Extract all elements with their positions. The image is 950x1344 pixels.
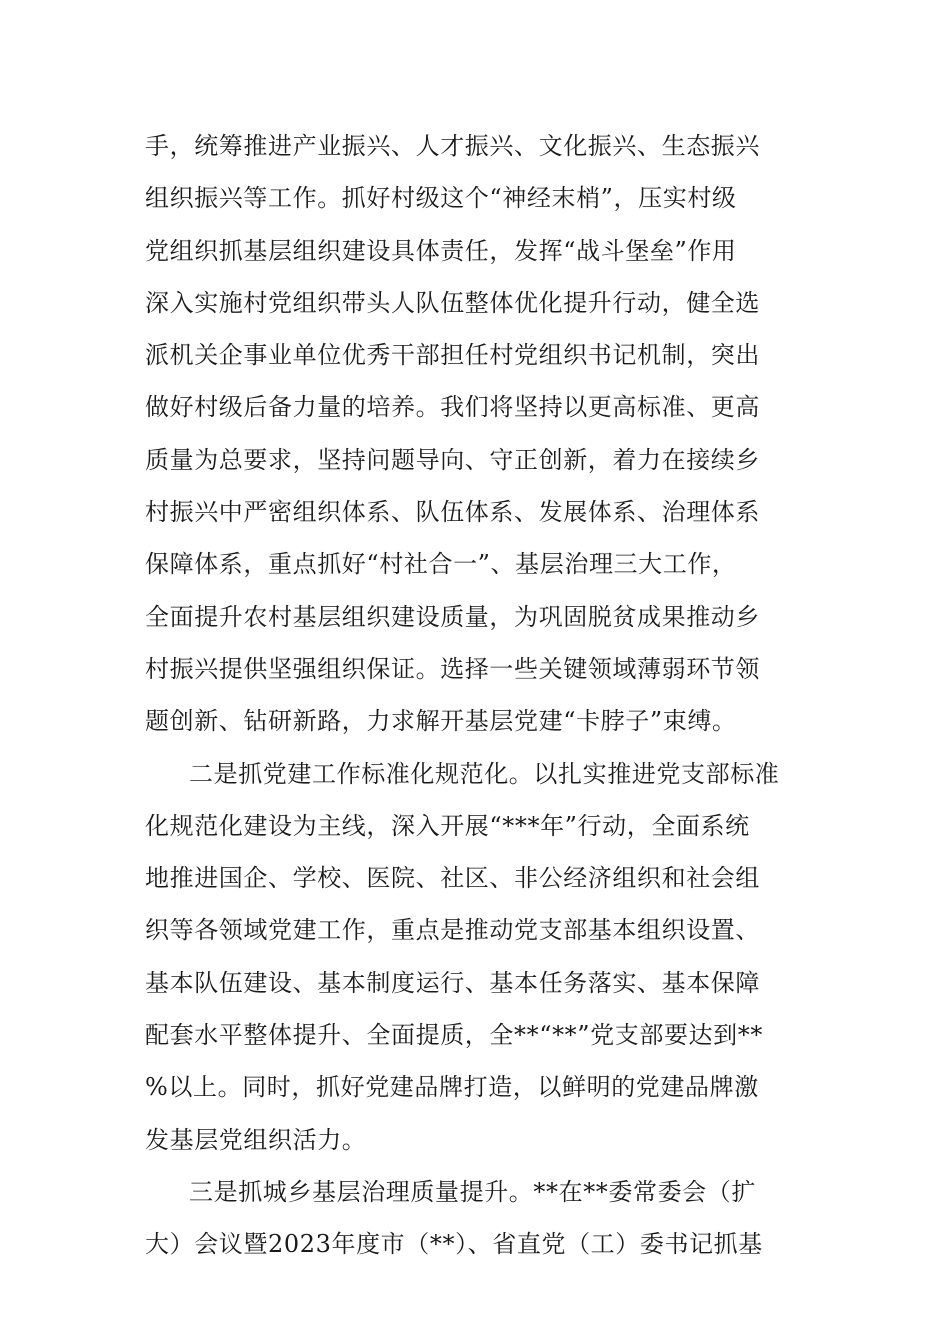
body-text [145, 120, 825, 1271]
text-line: 配套水平整体提升、全面提质，全**“**”党支部要达到** [145, 1021, 763, 1050]
text-line: %以上。同时，抓好党建品牌打造，以鲜明的党建品牌激 [145, 1073, 759, 1102]
text-line: 地推进国企、学校、医院、社区、非公经济组织和社会组 [145, 864, 760, 893]
text-line: 织等各领域党建工作，重点是推动党支部基本组织设置、 [145, 916, 760, 945]
paragraph-start-line: 三是抓城乡基层治理质量提升。**在**委常委会（扩 [189, 1177, 756, 1206]
text-line: 化规范化建设为主线，深入开展“***年”行动，全面系统 [145, 811, 750, 840]
text-line: 基本队伍建设、基本制度运行、基本任务落实、基本保障 [145, 968, 760, 997]
text-line: 大）会议暨2023年度市（**）、省直党（工）委书记抓基 [145, 1230, 763, 1259]
text-line: 做好村级后备力量的培养。我们将坚持以更高标准、更高 [145, 393, 760, 422]
text-line: 深入实施村党组织带头人队伍整体优化提升行动，健全选 [145, 288, 760, 317]
text-line: 村振兴中严密组织体系、队伍体系、发展体系、治理体系 [145, 498, 760, 527]
text-line: 组织振兴等工作。抓好村级这个“神经末梢”，压实村级 [145, 184, 737, 213]
text-line: 手，统筹推进产业振兴、人才振兴、文化振兴、生态振兴 [145, 132, 760, 160]
paragraph-start-line: 二是抓党建工作标准化规范化。以扎实推进党支部标准 [189, 759, 780, 788]
text-line: 题创新、钻研新路，力求解开基层党建“卡脖子”束缚。 [145, 707, 737, 736]
text-line: 质量为总要求，坚持问题导向、守正创新，着力在接续乡 [145, 445, 760, 474]
text-line: 村振兴提供坚强组织保证。选择一些关键领域薄弱环节领 [145, 654, 760, 683]
text-line: 全面提升农村基层组织建设质量，为巩固脱贫成果推动乡 [145, 602, 760, 631]
text-line: 派机关企事业单位优秀干部担任村党组织书记机制，突出 [145, 341, 760, 370]
text-line: 发基层党组织活力。 [145, 1125, 367, 1154]
text-line: 党组织抓基层组织建设具体责任，发挥“战斗堡垒”作用 [145, 236, 737, 265]
text-line: 保障体系，重点抓好“村社合一”、基层治理三大工作， [145, 550, 737, 579]
